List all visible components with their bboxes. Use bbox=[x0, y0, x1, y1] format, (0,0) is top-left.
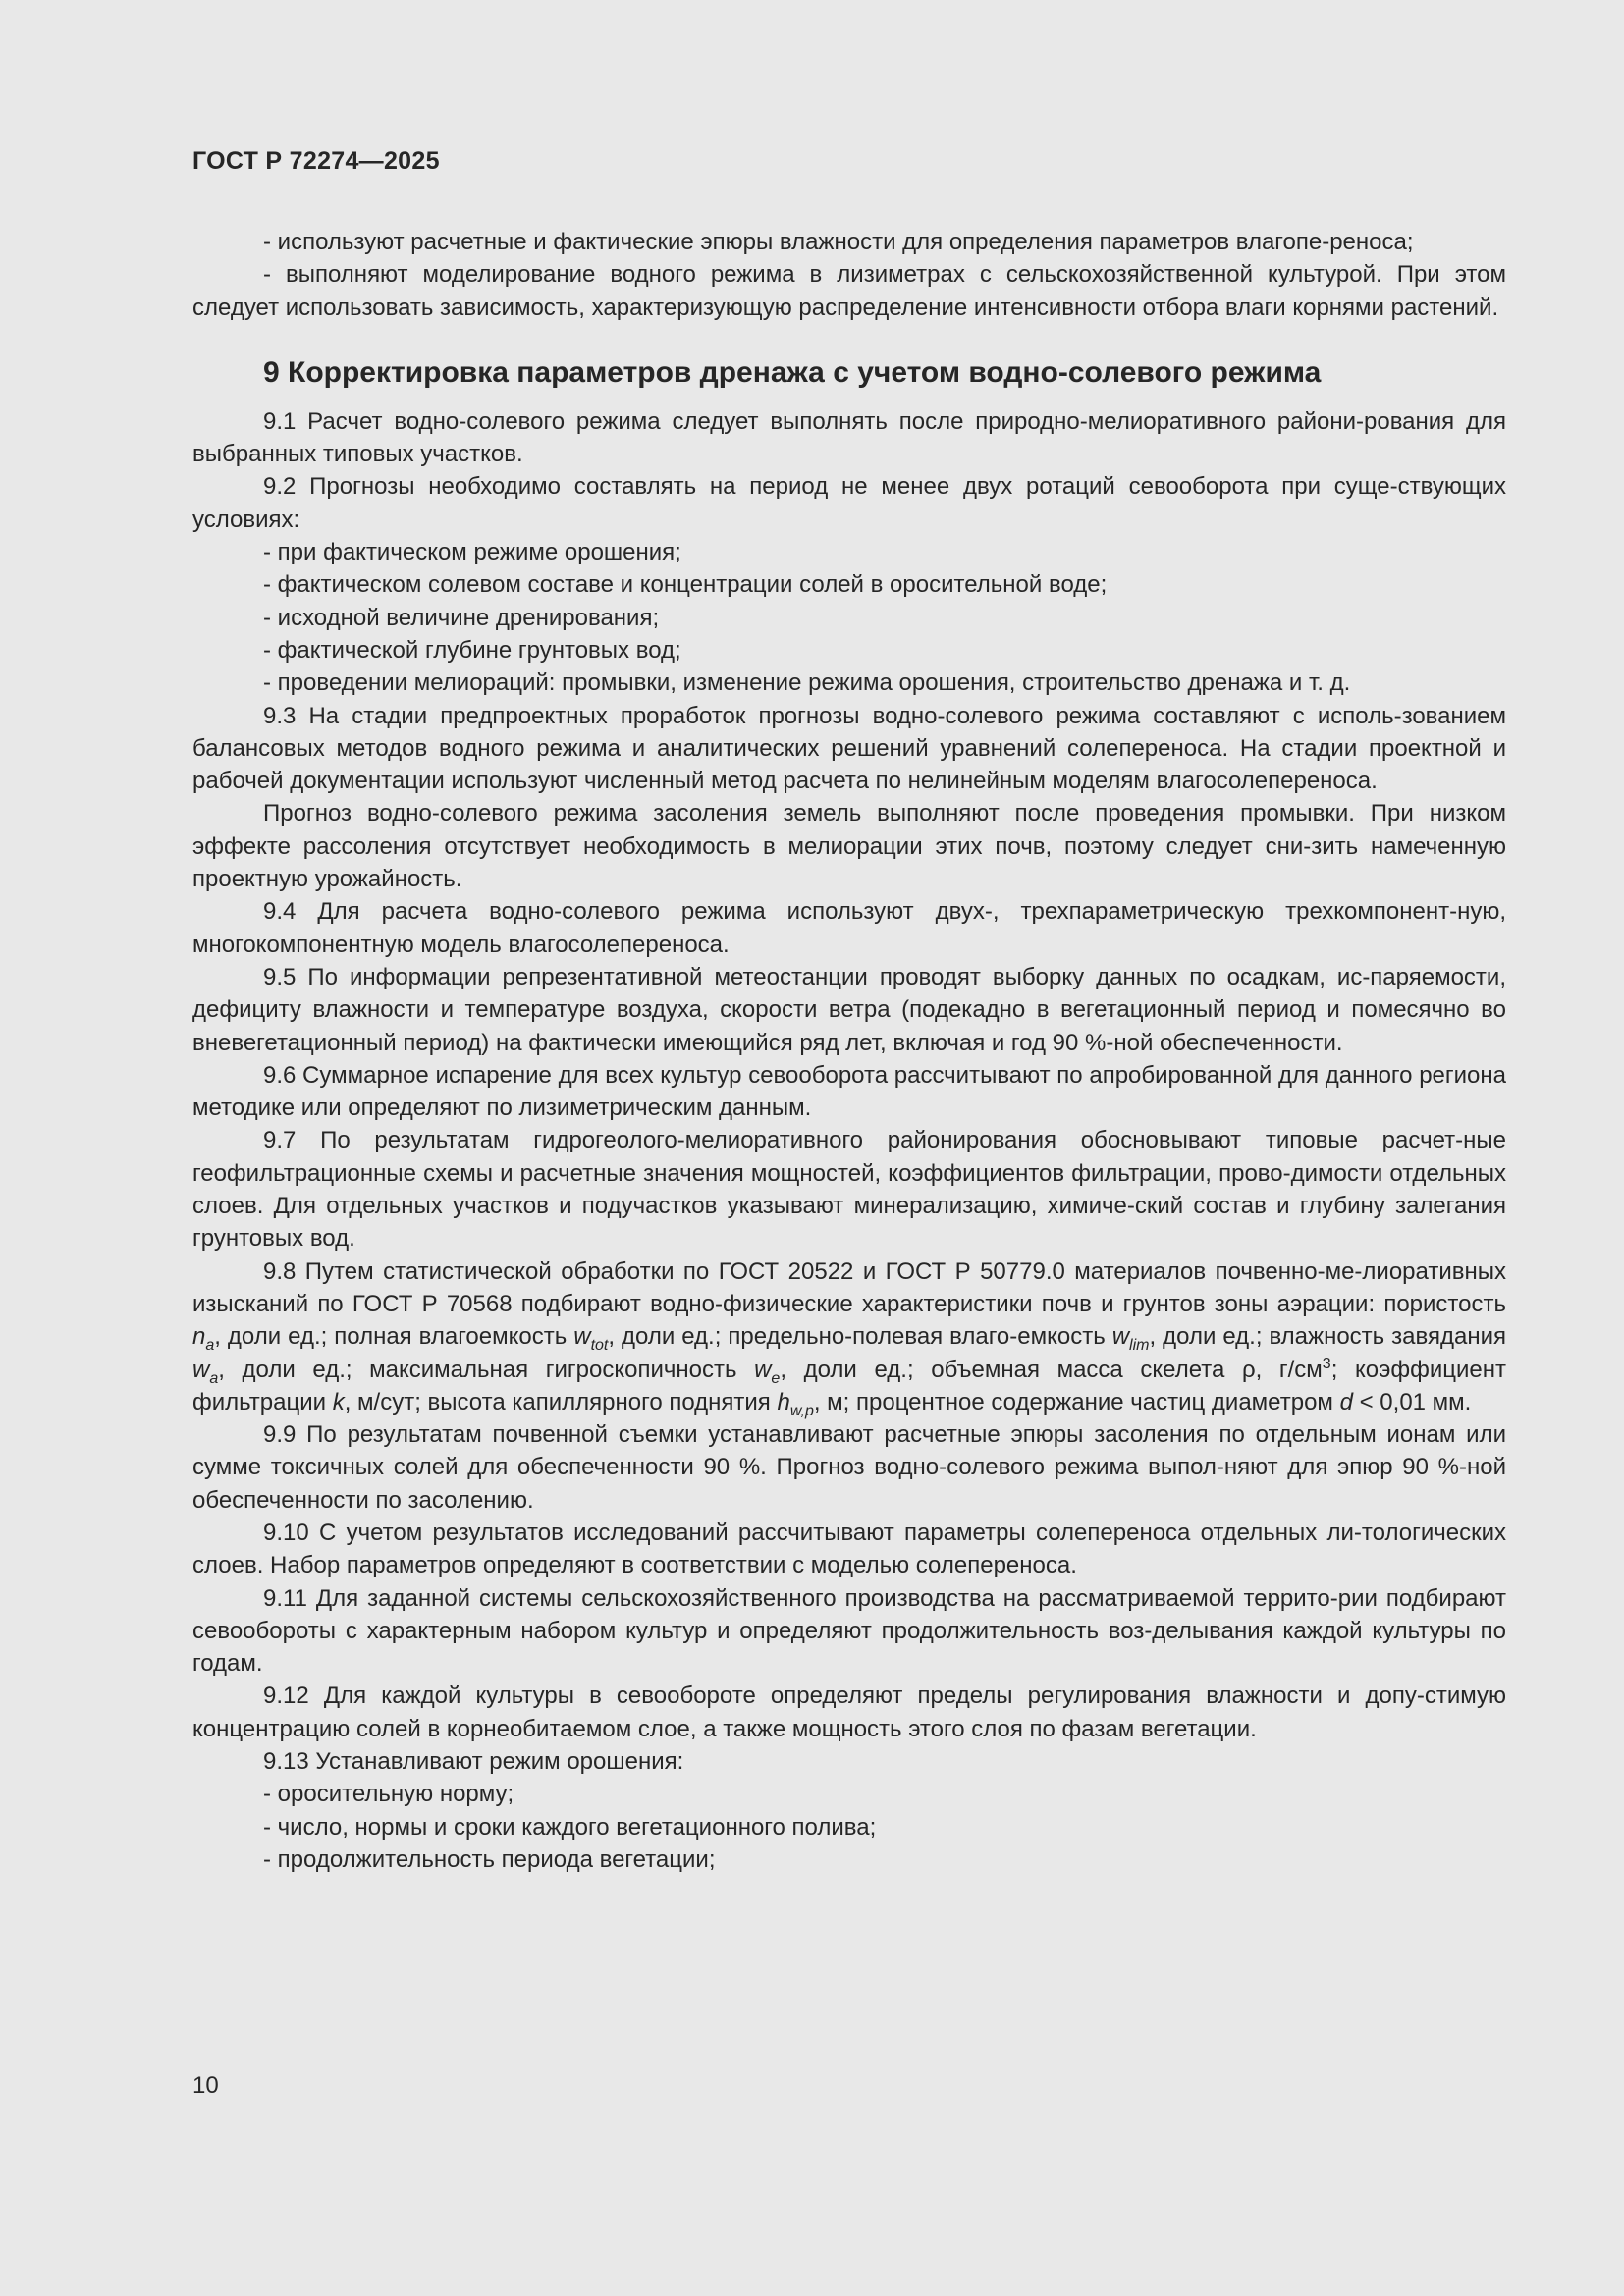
page-number: 10 bbox=[192, 2072, 219, 2099]
list-item: - фактическом солевом составе и концентрации солей в оросительной воде; bbox=[263, 571, 1108, 599]
paragraph-9-7: 9.7 По результатам гидрогеолого-мелиоративного районирования обосновывают типовые расчет-ные геофильтрационные схемы и расчетные значения мощностей, коэффициентов фильтрации, прово-димости отдельных слоев. Для отдельных участков и подучастков указывают минерализацию, химиче-ский состав и глубину залегания грунтовых вод. bbox=[192, 1127, 1506, 1253]
paragraph-9-3-forecast: Прогноз водно-солевого режима засоления земель выполняют после проведения промывки. При низком эффекте рассоления отсутствует необходимость в мелиорации этих почв, поэтому следует сни-зить намеченную проектную урожайность. bbox=[192, 800, 1506, 893]
paragraph-9-11: 9.11 Для заданной системы сельскохозяйственного производства на рассматриваемой террито-рии подбирают севообороты с характерным набором культур и определяют продолжительность воз-делывания каждой культуры по годам. bbox=[192, 1584, 1506, 1678]
intro-item: - выполняют моделирование водного режима в лизиметрах с сельскохозяйственной культурой. При этом следует использовать зависимость, характеризующую распределение интенсивности отбора влаги корнями растений. bbox=[192, 261, 1506, 321]
paragraph-9-6: 9.6 Суммарное испарение для всех культур севооборота рассчитывают по апробированной для данного региона методике или определяют по лизиметрическим данным. bbox=[192, 1061, 1506, 1122]
list-item: - исходной величине дренирования; bbox=[263, 604, 660, 631]
paragraph-9-12: 9.12 Для каждой культуры в севообороте определяют пределы регулирования влажности и допу-стимую концентрацию солей в корнеобитаемом слое, а также мощность этого слоя по фазам вегетации. bbox=[192, 1682, 1506, 1742]
paragraph-9-2: 9.2 Прогнозы необходимо составлять на период не менее двух ротаций севооборота при суще-ствующих условиях: bbox=[192, 473, 1506, 533]
paragraph-9-9: 9.9 По результатам почвенной съемки устанавливают расчетные эпюры засоления по отдельным ионам или сумме токсичных солей для обеспеченности 90 %. Прогноз водно-солевого режима выпол-няют для эпюр 90 %-ной обеспеченности по засолению. bbox=[192, 1421, 1506, 1514]
paragraph-9-10: 9.10 С учетом результатов исследований рассчитывают параметры солепереноса отдельных ли-тологических слоев. Набор параметров определяют в соответствии с моделью солепереноса. bbox=[192, 1519, 1506, 1579]
list-item: - при фактическом режиме орошения; bbox=[263, 539, 681, 566]
document-code-header: ГОСТ Р 72274—2025 bbox=[192, 147, 440, 175]
list-item: - оросительную норму; bbox=[263, 1781, 514, 1808]
list-item: - продолжительность периода вегетации; bbox=[263, 1845, 716, 1873]
paragraph-9-1: 9.1 Расчет водно-солевого режима следует выполнять после природно-мелиоративного райони-рования для выбранных типовых участков. bbox=[192, 407, 1506, 468]
paragraph-9-3: 9.3 На стадии предпроектных проработок прогнозы водно-солевого режима составляют с исполь-зованием балансовых методов водного режима и аналитических решений уравнений солепереноса. На стадии проектной и рабочей документации используют численный метод расчета по нелинейным моделям влагосолепереноса. bbox=[192, 702, 1506, 795]
list-item: - проведении мелиораций: промывки, изменение режима орошения, строительство дренажа и т. д. bbox=[263, 669, 1351, 697]
paragraph-9-13: 9.13 Устанавливают режим орошения: bbox=[263, 1748, 684, 1776]
document-body bbox=[192, 226, 1506, 1876]
paragraph-9-4: 9.4 Для расчета водно-солевого режима используют двух-, трехпараметрическую трехкомпонент-ную, многокомпонентную модель влагосолепереноса. bbox=[192, 898, 1506, 958]
list-item: - число, нормы и сроки каждого вегетационного полива; bbox=[263, 1813, 877, 1841]
paragraph-9-5: 9.5 По информации репрезентативной метеостанции проводят выборку данных по осадкам, ис-паряемости, дефициту влажности и температуре воздуха, скорости ветра (подекадно в вегетационный период и помесячно во вневегетационный период) на фактически имеющийся ряд лет, включая и год 90 %-ной обеспеченности. bbox=[192, 963, 1506, 1056]
intro-item: - используют расчетные и фактические эпюры влажности для определения параметров влагопе-реноса; bbox=[263, 229, 1414, 255]
list-item: - фактической глубине грунтовых вод; bbox=[263, 636, 681, 664]
paragraph-9-8: 9.8 Путем статистической обработки по ГОСТ 20522 и ГОСТ Р 50779.0 материалов почвенно-ме-лиоративных изысканий по ГОСТ Р 70568 подбирают водно-физические характеристики почв и грунтов зоны аэрации: пористость $n_a$, доли ед.; полная влагоемкость $w_{tot}$, доли ед.; предельно-полевая влаго-емкость $w_{lim}$, доли ед.; влажность завядания $w_a$, доли ед.; максимальная гигроскопичность $w_e$, доли ед.; объемная масса скелета ρ, $г/см^3$; коэффициент фильтрации k, м/сут; высота капиллярного поднятия $h_{w,p}$, м; процентное содержание частиц диаметром d < 0,01 мм. bbox=[192, 1257, 1506, 1419]
section-title: 9 Корректировка параметров дренажа с учетом водно-солевого режима bbox=[263, 355, 1322, 389]
